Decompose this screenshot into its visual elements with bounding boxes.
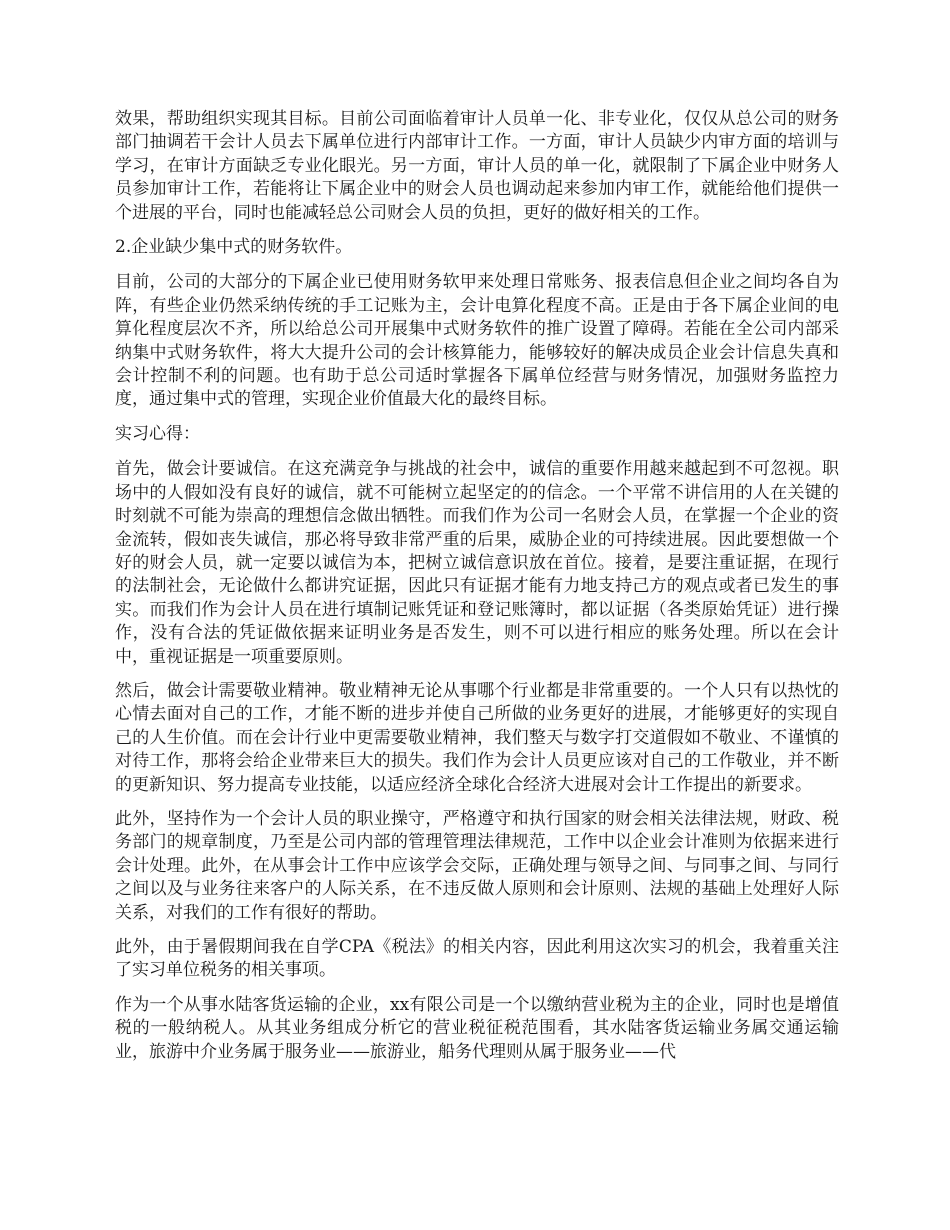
section-heading-internship-reflections: 实习心得： xyxy=(115,423,200,444)
paragraph-audit-staff: 效果，帮助组织实现其目标。目前公司面临着审计人员单一化、非专业化，仅仅从总公司的财务部门抽调若干会计人员去下属单位进行内部审计工作。一方面，审计人员缺少内审方面的培训与学习，在审计方面缺乏专业化眼光。另一方面，审计人员的单一化，就限制了下属企业中财务人员参加审计工作，若能将让下属企业中的财会人员也调动起来参加内审工作，就能给他们提供一个进展的平台，同时也能减轻总公司财会人员的负担，更好的做好相关的工作。 xyxy=(115,109,839,223)
paragraph-dedication: 然后，做会计需要敬业精神。敬业精神无论从事哪个行业都是非常重要的。一个人只有以热忱的心情去面对自己的工作，才能不断的进步并使自己所做的业务更好的进展，才能够更好的实现自己的人生价值。而在会计行业中更需要敬业精神，我们整天与数字打交道假如不敬业、不谨慎的对待工作，那将会给企业带来巨大的损失。我们作为会计人员更应该对自己的工作敬业，并不断的更新知识、努力提高专业技能，以适应经济全球化合经济大进展对会计工作提出的新要求。 xyxy=(115,680,839,795)
paragraph-finance-software: 目前，公司的大部分的下属企业已使用财务软甲来处理日常账务、报表信息但企业之间均各自为阵，有些企业仍然采纳传统的手工记账为主，会计电算化程度不高。正是由于各下属企业间的电算化程度层次不齐，所以给总公司开展集中式财务软件的推广设置了障碍。若能在全公司内部采纳集中式财务软件，将大大提升公司的会计核算能力，能够较好的解决成员企业会计信息失真和会计控制不利的问题。也有助于总公司适时掌握各下属单位经营与财务情况，加强财务监控力度，通过集中式的管理，实现企业价值最大化的最终目标。 xyxy=(115,272,839,410)
paragraph-integrity: 首先，做会计要诚信。在这充满竞争与挑战的社会中，诚信的重要作用越来越起到不可忽视。职场中的人假如没有良好的诚信，就不可能树立起坚定的的信念。一个平常不讲信用的人在关键的时刻就不可能为崇高的理想信念做出牺牲。而我们作为公司一名财会人员，在掌握一个企业的资金流转，假如丧失诚信，那必将导致非常严重的后果，威胁企业的可持续进展。因此要想做一个好的财会人员，就一定要以诚信为本，把树立诚信意识放在首位。接着，是要注重证据，在现行的法制社会，无论做什么都讲究证据，因此只有证据才能有力地支持己方的观点或者已发生的事实。而我们作为会计人员在进行填制记账凭证和登记账簿时，都以证据（各类原始凭证）进行操作，没有合法的凭证做依据来证明业务是否发生，则不可以进行相应的账务处理。所以在会计中，重视证据是一项重要原则。 xyxy=(115,459,839,667)
paragraph-tax-study: 此外，由于暑假期间我在自学CPA《税法》的相关内容，因此利用这次实习的机会，我着重关注了实习单位税务的相关事项。 xyxy=(115,937,839,981)
paragraph-professional-ethics: 此外，坚持作为一个会计人员的职业操守，严格遵守和执行国家的财会相关法律法规，财政、税务部门的规章制度，乃至是公司内部的管理管理法律规范，工作中以企业会计准则为依据来进行会计处理。此外，在从事会计工作中应该学会交际，正确处理与领导之间、与同事之间、与同行之间以及与业务往来客户的人际关系，在不违反做人原则和会计原则、法规的基础上处理好人际关系，对我们的工作有很好的帮助。 xyxy=(115,808,839,923)
section-heading-finance-software: 2.企业缺少集中式的财务软件。 xyxy=(115,237,353,258)
paragraph-business-tax: 作为一个从事水陆客货运输的企业，xx有限公司是一个以缴纳营业税为主的企业，同时也是增值税的一般纳税人。从其业务组成分析它的营业税征税范围看，其水陆客货运输业务属交通运输业，旅游中介业务属于服务业——旅游业，船务代理则从属于服务业——代 xyxy=(115,994,839,1062)
document-page xyxy=(115,108,839,1075)
